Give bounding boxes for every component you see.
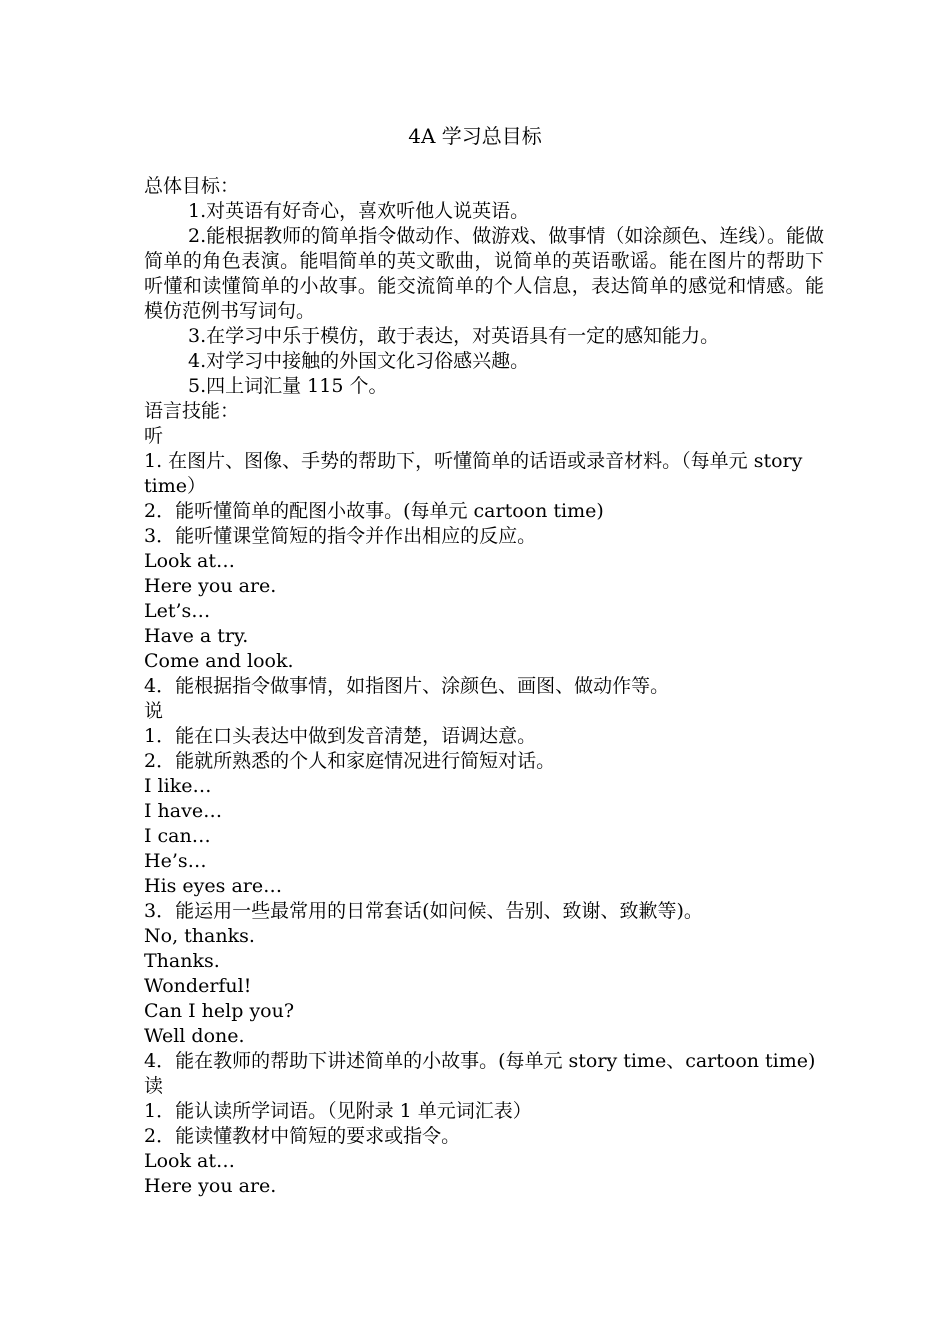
overall-item-4: 4.对学习中接触的外国文化习俗感兴趣。 [188,350,530,372]
listen-heading: 听 [144,425,164,447]
speak-item-1: 1．能在口头表达中做到发音清楚，语调达意。 [144,725,537,747]
speak-phrase: I have… [144,800,223,822]
listen-phrase: Look at… [144,550,236,572]
skills-heading: 语言技能： [144,400,240,422]
overall-item-3: 3.在学习中乐于模仿，敢于表达，对英语具有一定的感知能力。 [188,325,720,347]
listen-item-1: 1. 在图片、图像、手势的帮助下，听懂简单的话语或录音材料。（每单元 story time） [144,450,803,497]
speak-phrase: No, thanks. [144,925,255,947]
speak-phrase: Can I help you? [144,1000,295,1022]
overall-heading: 总体目标： [144,175,240,197]
speak-phrase: I like… [144,775,212,797]
listen-phrase: Come and look. [144,650,294,672]
speak-heading: 说 [144,700,164,722]
speak-phrase: His eyes are… [144,875,283,897]
listen-phrase: Here you are. [144,575,277,597]
read-item-1: 1．能认读所学词语。（见附录 1 单元词汇表） [144,1100,532,1122]
read-heading: 读 [144,1075,164,1097]
speak-phrase: Well done. [144,1025,245,1047]
overall-item-2: 2.能根据教师的简单指令做动作、做游戏、做事情（如涂颜色、连线）。能做简单的角色表演。能唱简单的英文歌曲，说简单的英语歌谣。能在图片的帮助下听懂和读懂简单的小故事。能交流简单的个人信息，表达简单的感觉和情感。能模仿范例书写词句。 [144,225,824,322]
read-item-2: 2．能读懂教材中简短的要求或指令。 [144,1125,461,1147]
read-phrase: Here you are. [144,1175,277,1197]
speak-item-2: 2．能就所熟悉的个人和家庭情况进行简短对话。 [144,750,556,772]
overall-item-5: 5.四上词汇量 115 个。 [188,375,388,397]
page-title: 4A 学习总目标 [408,124,542,148]
speak-phrase: I can… [144,825,211,847]
speak-phrase: Wonderful! [144,975,252,997]
listen-item-3: 3．能听懂课堂简短的指令并作出相应的反应。 [144,525,537,547]
speak-phrase: Thanks. [144,950,220,972]
listen-phrase: Have a try. [144,625,249,647]
document-body [144,174,824,1199]
listen-item-4: 4．能根据指令做事情，如指图片、涂颜色、画图、做动作等。 [144,675,670,697]
listen-phrase: Let’s… [144,600,211,622]
speak-item-4: 4．能在教师的帮助下讲述简单的小故事。(每单元 story time、cartoon time) [144,1050,816,1072]
overall-item-1: 1.对英语有好奇心，喜欢听他人说英语。 [188,200,530,222]
read-phrase: Look at… [144,1150,236,1172]
speak-phrase: He’s… [144,850,207,872]
listen-item-2: 2．能听懂简单的配图小故事。(每单元 cartoon time) [144,500,604,522]
speak-item-3: 3．能运用一些最常用的日常套话(如问候、告别、致谢、致歉等)。 [144,900,703,922]
